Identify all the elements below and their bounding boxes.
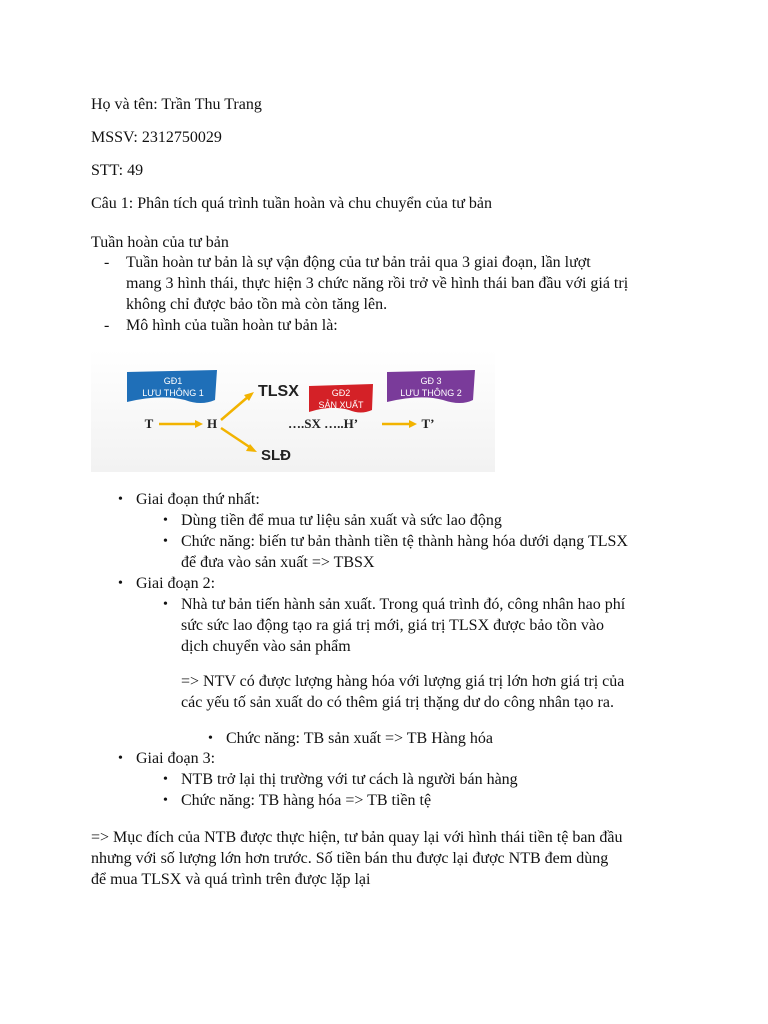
t-label: T bbox=[144, 416, 154, 431]
dash-item-model bbox=[104, 315, 686, 336]
conclusion bbox=[91, 827, 623, 890]
text-line: => Mục đích của NTB được thực hiện, tư bản quay lại với hình thái tiền tệ ban đầu bbox=[91, 829, 623, 846]
stage2-function bbox=[208, 728, 493, 749]
stage3-label-line2: LƯU THÔNG 2 bbox=[400, 388, 462, 398]
h-label: H bbox=[206, 416, 218, 431]
text-line: sức sức lao động tạo ra giá trị mới, giá trị TLSX được bảo tồn vào bbox=[181, 617, 604, 634]
stage1-title: Giai đoạn thứ nhất: bbox=[136, 491, 260, 508]
student-id: MSSV: 2312750029 bbox=[91, 129, 222, 146]
text-line: Mô hình của tuần hoàn tư bản là: bbox=[126, 317, 338, 334]
stage2-subitem bbox=[163, 594, 626, 657]
stage2-note bbox=[181, 671, 624, 713]
capital-circuit-diagram bbox=[91, 350, 495, 472]
dash-marker: - bbox=[104, 254, 110, 271]
text-line: dịch chuyển vào sản phẩm bbox=[181, 638, 351, 655]
stage2-item bbox=[118, 573, 216, 594]
t-prime-label: T’ bbox=[421, 416, 435, 431]
stage1-subitem bbox=[163, 510, 502, 531]
student-name: Họ và tên: Trần Thu Trang bbox=[91, 96, 262, 113]
text-line: Chức năng: TB sản xuất => TB Hàng hóa bbox=[226, 730, 493, 747]
text-line: Chức năng: TB hàng hóa => TB tiền tệ bbox=[181, 792, 432, 809]
text-line: Chức năng: biến tư bản thành tiền tệ thành hàng hóa dưới dạng TLSX bbox=[181, 533, 628, 550]
dash-item-definition bbox=[104, 252, 686, 315]
stage3-title: Giai đoạn 3: bbox=[136, 750, 216, 767]
bullet-dot: • bbox=[118, 751, 123, 766]
stage3-item bbox=[118, 748, 216, 769]
stage1-label-line2: LƯU THÔNG 1 bbox=[142, 388, 204, 398]
bullet-dot: • bbox=[118, 492, 123, 507]
bullet-dot: • bbox=[163, 534, 168, 549]
sld-label: SLĐ bbox=[261, 447, 291, 464]
text-line: => NTV có được lượng hàng hóa với lượng giá trị lớn hơn giá trị của bbox=[181, 673, 625, 690]
bullet-dot: • bbox=[118, 576, 123, 591]
stage3-subitem bbox=[163, 790, 432, 811]
student-order-number: STT: 49 bbox=[91, 162, 144, 179]
text-line: không chỉ được bảo tồn mà còn tăng lên. bbox=[126, 296, 388, 313]
stage1-label-line1: GĐ1 bbox=[163, 376, 183, 386]
bullet-dot: • bbox=[163, 513, 168, 528]
bullet-dot: • bbox=[208, 731, 213, 746]
tlsx-label: TLSX bbox=[258, 383, 299, 400]
stage2-label-line1: GĐ2 bbox=[331, 388, 351, 398]
stage1-item bbox=[118, 489, 260, 510]
stage3-subitem bbox=[163, 769, 518, 790]
text-line: Tuần hoàn tư bản là sự vận động của tư bản trải qua 3 giai đoạn, lần lượt bbox=[126, 254, 591, 271]
stage1-subitem bbox=[163, 531, 628, 573]
text-line: NTB trở lại thị trường với tư cách là người bán hàng bbox=[181, 771, 518, 788]
bullet-dot: • bbox=[163, 793, 168, 808]
bullet-dot: • bbox=[163, 597, 168, 612]
circuit-svg bbox=[91, 350, 495, 472]
section-title: Tuần hoàn của tư bản bbox=[91, 234, 229, 251]
diagram-background bbox=[91, 350, 495, 472]
dash-marker: - bbox=[104, 317, 110, 334]
text-line: để đưa vào sản xuất => TBSX bbox=[181, 554, 375, 571]
production-sequence-label: ….SX …..H’ bbox=[288, 416, 359, 431]
question-title: Câu 1: Phân tích quá trình tuần hoàn và chu chuyển của tư bản bbox=[91, 195, 493, 212]
text-line: nhưng với số lượng lớn hơn trước. Số tiền bán thu được lại được NTB đem dùng bbox=[91, 850, 609, 867]
bullet-dot: • bbox=[163, 772, 168, 787]
text-line: mang 3 hình thái, thực hiện 3 chức năng rồi trở về hình thái ban đầu với giá trị bbox=[126, 275, 629, 292]
text-line: các yếu tố sản xuất do có thêm giá trị thặng dư do công nhân tạo ra. bbox=[181, 694, 614, 711]
stage2-title: Giai đoạn 2: bbox=[136, 575, 216, 592]
text-line: Dùng tiền để mua tư liệu sản xuất và sức lao động bbox=[181, 512, 502, 529]
text-line: Nhà tư bản tiến hành sản xuất. Trong quá trình đó, công nhân hao phí bbox=[181, 596, 626, 613]
stage3-label-line1: GĐ 3 bbox=[420, 376, 442, 386]
text-line: để mua TLSX và quá trình trên được lặp lại bbox=[91, 871, 371, 888]
stage2-label-line2: SẢN XUẤT bbox=[318, 400, 364, 410]
